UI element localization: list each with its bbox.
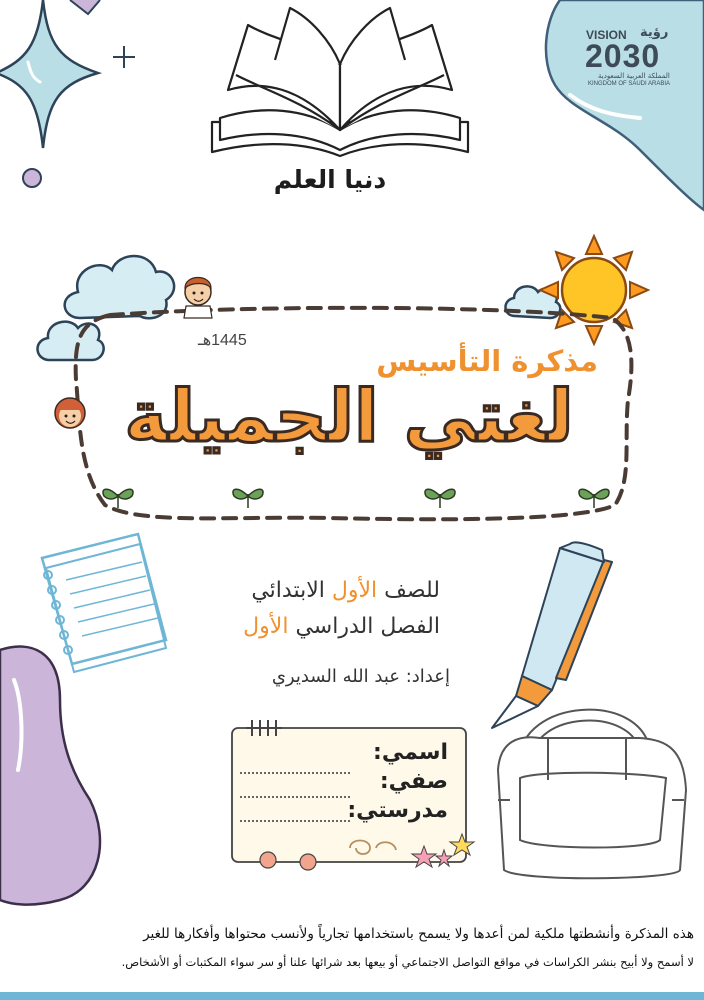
term-line: الفصل الدراسي الأول	[243, 614, 440, 639]
sprout-icon	[103, 489, 609, 508]
footer-line-2: لا أسمح ولا أبيح بنشر الكراسات في مواقع التواصل الاجتماعي أو بيعها بعد شرائها علنا أو سر سواء المكتبات أو الأشخاص.	[121, 955, 694, 969]
cloud-small-icon	[38, 322, 104, 360]
vision-year: 2030	[585, 38, 661, 74]
subtitle: مذكرة التأسيس	[376, 344, 598, 378]
bottom-bar	[0, 992, 704, 1000]
sun-icon	[540, 236, 648, 344]
vision-ar: رؤية	[640, 25, 669, 40]
name-line[interactable]	[240, 772, 350, 774]
school-line[interactable]	[240, 820, 350, 822]
grade-line: للصف الأول الابتدائي	[251, 578, 440, 603]
open-book-icon	[212, 8, 468, 156]
class-label: صفي:	[379, 769, 448, 794]
sparkle-icon	[0, 0, 98, 148]
class-line[interactable]	[240, 796, 350, 798]
girl-character-icon	[55, 398, 85, 428]
school-label: مدرستي:	[347, 798, 448, 823]
hijri-year: 1445هـ	[198, 332, 247, 349]
boy-character-icon	[184, 278, 212, 319]
vision-en: VISION	[586, 28, 627, 42]
name-label: اسمي:	[373, 740, 448, 765]
vision-sub-en: KINGDOM OF SAUDI ARABIA	[588, 81, 671, 87]
brand-name: دنيا العلم	[273, 165, 387, 194]
cloud-icon	[65, 256, 174, 318]
author: إعداد: عبد الله السديري	[271, 666, 450, 687]
footer-line-1: هذه المذكرة وأنشطتها ملكية لمن أعدها ولا يسمح باستخدامها تجارياً ولأنسب محتواها وأفكارها للغير	[143, 926, 694, 942]
main-title: لغتي الجميلة	[124, 374, 574, 458]
vision-sub-ar: المملكة العربية السعودية	[598, 72, 670, 80]
notebook-icon	[42, 534, 166, 672]
pen-icon	[492, 542, 612, 728]
backpack-icon	[498, 710, 686, 879]
